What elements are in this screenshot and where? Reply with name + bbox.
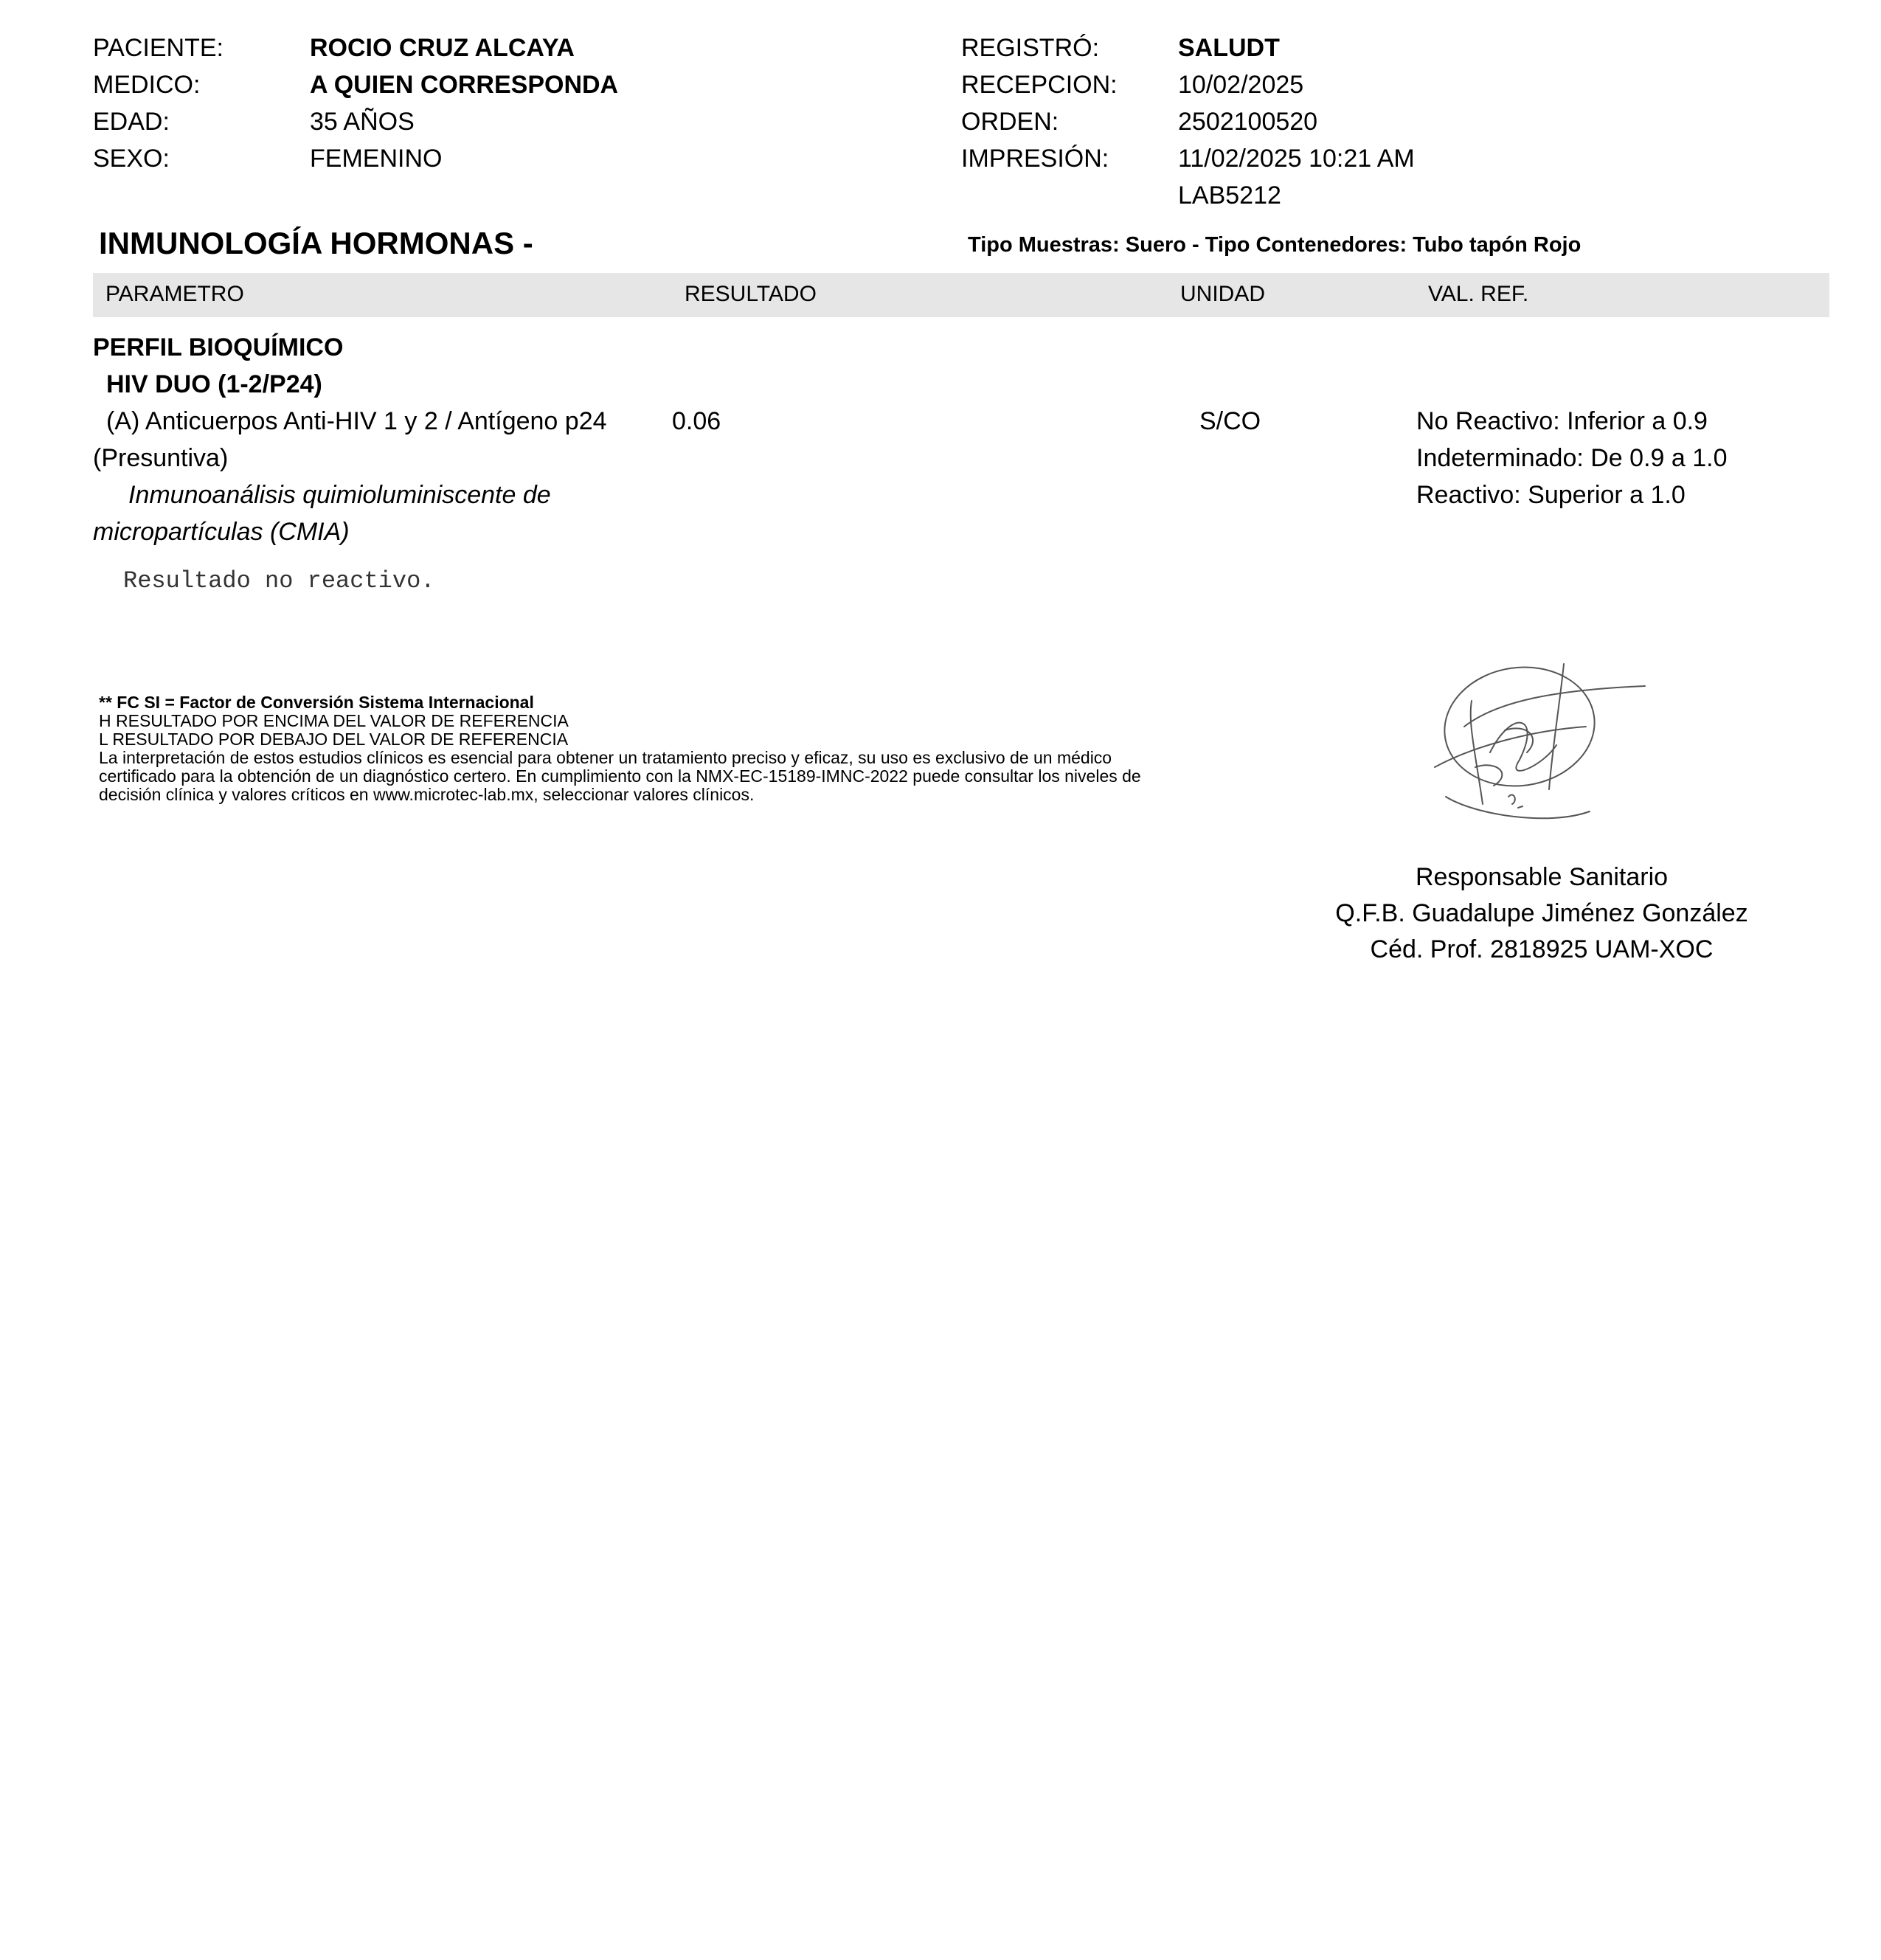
footnotes (99, 693, 1353, 804)
method-line-1: Inmunoanálisis quimioluminiscente de (128, 481, 551, 509)
recepcion-label: RECEPCION: (961, 71, 1118, 99)
disclaimer-line-1: La interpretación de estos estudios clínicos es esencial para obtener un tratamiento preciso y eficaz, su uso es exclusivo de un médico (99, 748, 1112, 767)
fc-si-note: ** FC SI = Factor de Conversión Sistema Internacional (99, 693, 534, 712)
orden-label: ORDEN: (961, 108, 1059, 136)
header-val-ref: VAL. REF. (1428, 282, 1529, 306)
impresion-label: IMPRESIÓN: (961, 145, 1109, 173)
doctor-label: MEDICO: (93, 71, 201, 99)
disclaimer-line-3: decisión clínica y valores críticos en www.microtec-lab.mx, seleccionar valores clínicos. (99, 785, 755, 804)
high-result-note: H RESULTADO POR ENCIMA DEL VALOR DE REFERENCIA (99, 711, 569, 730)
header-unidad: UNIDAD (1180, 282, 1266, 306)
lab-code: LAB5212 (1178, 181, 1281, 209)
header-resultado: RESULTADO (685, 282, 817, 306)
ref-value-3: Reactivo: Superior a 1.0 (1416, 481, 1686, 509)
ref-value-1: No Reactivo: Inferior a 0.9 (1416, 407, 1708, 435)
responsible-block (1313, 859, 1770, 968)
impresion-value: 11/02/2025 10:21 AM (1178, 145, 1415, 173)
result-value: 0.06 (672, 407, 721, 435)
responsible-license: Céd. Prof. 2818925 UAM-XOC (1370, 935, 1714, 963)
low-result-note: L RESULTADO POR DEBAJO DEL VALOR DE REFERENCIA (99, 730, 569, 749)
registro-value: SALUDT (1178, 34, 1280, 62)
doctor-name: A QUIEN CORRESPONDA (310, 71, 619, 99)
table-header (93, 273, 1829, 317)
ref-value-2: Indeterminado: De 0.9 a 1.0 (1416, 444, 1728, 472)
age-label: EDAD: (93, 108, 170, 136)
patient-label: PACIENTE: (93, 34, 224, 62)
test-name: HIV DUO (1-2/P24) (106, 370, 322, 398)
sex-value: FEMENINO (310, 145, 443, 173)
responsible-title: Responsable Sanitario (1415, 863, 1669, 891)
signature-image (1431, 657, 1660, 841)
parameter-name: (A) Anticuerpos Anti-HIV 1 y 2 / Antígeno p24 (106, 407, 607, 435)
unit-value: S/CO (1199, 407, 1261, 435)
profile-name: PERFIL BIOQUÍMICO (93, 333, 344, 361)
method-line-2: micropartículas (CMIA) (93, 518, 350, 546)
result-comment: Resultado no reactivo. (123, 567, 435, 595)
section-title: INMUNOLOGÍA HORMONAS - (99, 226, 533, 260)
parameter-name-cont: (Presuntiva) (93, 444, 229, 472)
header-parametro: PARAMETRO (105, 282, 244, 306)
age-value: 35 AÑOS (310, 108, 415, 136)
responsible-name: Q.F.B. Guadalupe Jiménez González (1335, 899, 1748, 927)
orden-value: 2502100520 (1178, 108, 1318, 136)
sample-info: Tipo Muestras: Suero - Tipo Contenedores: Tubo tapón Rojo (968, 233, 1582, 257)
registro-label: REGISTRÓ: (961, 34, 1100, 62)
recepcion-value: 10/02/2025 (1178, 71, 1304, 99)
disclaimer-line-2: certificado para la obtención de un diagnóstico certero. En cumplimiento con la NMX-EC-15189-IMNC-2022 puede consultar los niveles de (99, 766, 1141, 786)
patient-name: ROCIO CRUZ ALCAYA (310, 34, 575, 62)
sex-label: SEXO: (93, 145, 170, 173)
